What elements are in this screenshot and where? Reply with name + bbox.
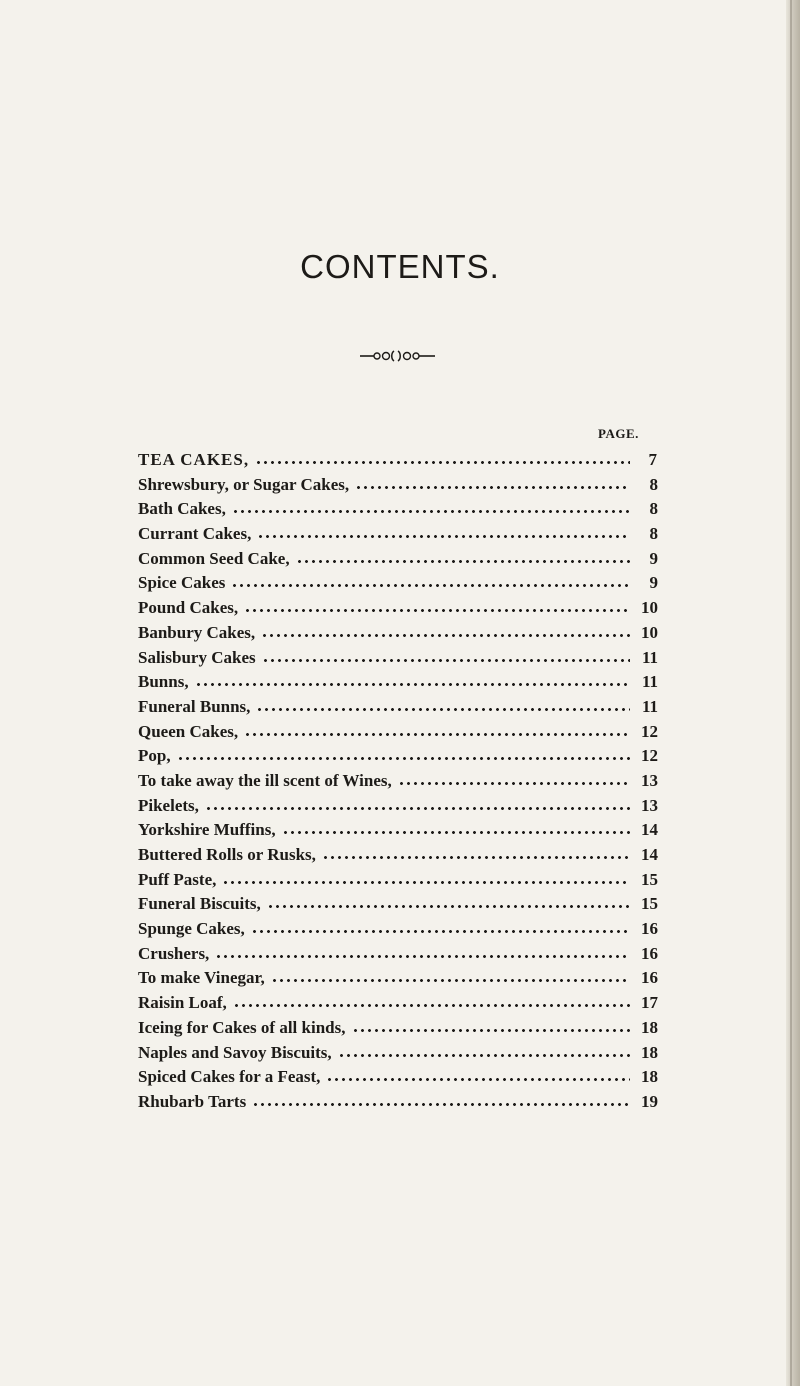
toc-entry-page-number: 18 — [641, 1017, 658, 1037]
dot-leader — [282, 819, 630, 837]
toc-entry-page-number: 9 — [649, 573, 658, 593]
toc-entry-page-number: 15 — [641, 869, 658, 889]
dot-leader — [257, 523, 630, 541]
toc-entry-title: Bath Cakes, — [138, 499, 226, 519]
toc-entry-title: Yorkshire Muffins, — [138, 820, 276, 840]
page-edge-line — [790, 0, 792, 1386]
toc-entry-title: To take away the ill scent of Wines, — [138, 770, 392, 790]
toc-entry — [138, 546, 658, 571]
toc-entry-title: Pikelets, — [138, 795, 199, 815]
toc-entry-title: Spiced Cakes for a Feast, — [138, 1067, 321, 1087]
page-column-header: PAGE. — [598, 426, 639, 441]
dot-leader — [262, 647, 630, 665]
dot-leader — [338, 1042, 630, 1060]
toc-entry-page-number: 18 — [641, 1067, 658, 1087]
toc-entry-page-number: 9 — [649, 548, 658, 568]
toc-entry — [138, 719, 658, 744]
dot-leader — [177, 745, 630, 763]
dot-leader — [244, 597, 630, 615]
toc-entry — [138, 990, 658, 1015]
toc-entry-page-number: 18 — [641, 1042, 658, 1062]
toc-entry — [138, 496, 658, 521]
dot-leader — [251, 918, 630, 936]
toc-entry-page-number: 8 — [649, 499, 658, 519]
dot-leader — [222, 869, 630, 887]
toc-entry-title: Crushers, — [138, 943, 210, 963]
toc-entry-page-number: 11 — [641, 647, 658, 667]
toc-entry-page-number: 13 — [641, 795, 658, 815]
toc-entry — [138, 472, 658, 497]
toc-entry-title: Spice Cakes — [138, 573, 226, 593]
toc-entry — [138, 891, 658, 916]
toc-entry — [138, 595, 658, 620]
toc-entry-page-number: 12 — [641, 721, 658, 741]
toc-entry-page-number: 14 — [641, 845, 658, 864]
toc-entry-title: Common Seed Cake, — [138, 548, 290, 568]
toc-entry — [138, 867, 658, 892]
toc-entry-page-number: 13 — [641, 770, 658, 790]
dot-leader — [252, 1091, 630, 1109]
dot-leader — [231, 572, 630, 590]
toc-entry-title: Shrewsbury, or Sugar Cakes, — [138, 474, 350, 494]
dot-leader — [205, 795, 630, 813]
dot-leader — [255, 449, 630, 467]
dot-leader — [256, 696, 630, 714]
dot-leader — [232, 498, 630, 516]
dot-leader — [195, 671, 630, 689]
toc-entry-title: Banbury Cakes, — [138, 622, 256, 642]
toc-entry-title: Pound Cakes, — [138, 598, 239, 618]
dot-leader — [322, 844, 630, 862]
toc-entry — [138, 768, 658, 793]
dot-leader — [326, 1066, 630, 1084]
toc-entry-page-number: 8 — [649, 474, 658, 494]
toc-entry-title: Rhubarb Tarts — [138, 1091, 247, 1111]
table-of-contents — [138, 447, 658, 1114]
toc-entry-title: Raisin Loaf, — [138, 993, 227, 1013]
toc-entry — [138, 1089, 658, 1114]
toc-entry — [138, 743, 658, 768]
toc-entry-title: Buttered Rolls or Rusks, — [138, 845, 316, 864]
toc-entry-title: Funeral Biscuits, — [138, 894, 261, 914]
toc-entry-page-number: 16 — [641, 919, 658, 939]
toc-entry-page-number: 17 — [641, 993, 658, 1013]
toc-entry — [138, 1040, 658, 1065]
toc-entry — [138, 521, 658, 546]
toc-entry — [138, 941, 658, 966]
toc-entry — [138, 817, 658, 842]
toc-entry-title: Queen Cakes, — [138, 721, 239, 741]
toc-entry-title: TEA CAKES, — [138, 450, 250, 469]
toc-entry — [138, 620, 658, 645]
dot-leader — [296, 548, 630, 566]
dot-leader — [267, 893, 630, 911]
dot-leader — [271, 967, 630, 985]
toc-entry-title: Puff Paste, — [138, 869, 217, 889]
toc-entry — [138, 669, 658, 694]
toc-entry-page-number: 12 — [641, 746, 658, 766]
toc-entry — [138, 645, 658, 670]
toc-entry — [138, 965, 658, 990]
toc-entry-title: Naples and Savoy Biscuits, — [138, 1042, 332, 1062]
dot-leader — [244, 721, 630, 739]
toc-entry — [138, 916, 658, 941]
toc-entry-page-number: 8 — [649, 524, 658, 544]
toc-entry — [138, 447, 658, 472]
toc-entry-page-number: 10 — [641, 598, 658, 618]
toc-entry-title: Currant Cakes, — [138, 524, 252, 544]
ornament-divider-icon — [360, 349, 435, 363]
toc-entry — [138, 570, 658, 595]
dot-leader — [261, 622, 630, 640]
toc-entry-title: Funeral Bunns, — [138, 696, 251, 716]
toc-entry-title: Spunge Cakes, — [138, 919, 245, 939]
toc-entry-page-number: 11 — [641, 672, 658, 692]
toc-entry — [138, 1015, 658, 1040]
toc-entry-title: Iceing for Cakes of all kinds, — [138, 1017, 346, 1037]
toc-entry — [138, 793, 658, 818]
toc-entry-title: Pop, — [138, 746, 171, 766]
page-title: CONTENTS. — [300, 248, 500, 285]
toc-entry-page-number: 11 — [641, 696, 658, 716]
toc-entry-page-number: 10 — [641, 622, 658, 642]
dot-leader — [352, 1017, 631, 1035]
dot-leader — [355, 474, 630, 492]
dot-leader — [233, 992, 630, 1010]
dot-leader — [215, 943, 630, 961]
dot-leader — [398, 770, 630, 788]
toc-entry-page-number: 16 — [641, 968, 658, 988]
toc-entry-title: Bunns, — [138, 672, 189, 692]
toc-entry-page-number: 15 — [641, 894, 658, 914]
toc-entry — [138, 694, 658, 719]
toc-entry-title: Salisbury Cakes — [138, 647, 256, 667]
toc-entry-page-number: 19 — [641, 1091, 658, 1111]
toc-entry-title: To make Vinegar, — [138, 968, 265, 988]
toc-entry-page-number: 7 — [648, 450, 658, 469]
toc-entry — [138, 842, 658, 867]
page-edge — [786, 0, 800, 1386]
toc-entry-page-number: 14 — [641, 820, 658, 840]
toc-entry — [138, 1064, 658, 1089]
toc-entry-page-number: 16 — [641, 943, 658, 963]
